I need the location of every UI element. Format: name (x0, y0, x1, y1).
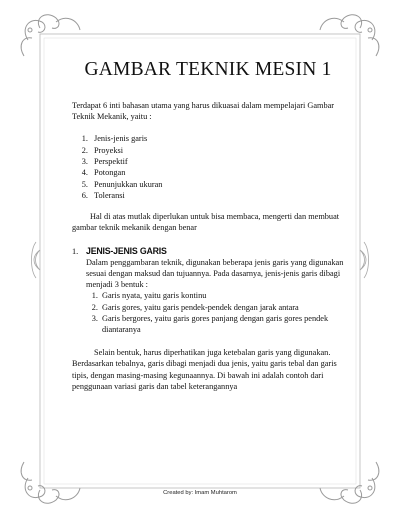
side-ornament-left (32, 242, 41, 278)
section-heading (72, 246, 344, 257)
corner-ornament-bottom-right (320, 462, 379, 503)
footer-credit: Created by: Imam Muhtarom (163, 490, 237, 496)
page-title: GAMBAR TEKNIK MESIN 1 (84, 59, 332, 80)
section-number: 1. (72, 246, 79, 256)
list-item: 1. Jenis-jenis garis (90, 133, 344, 144)
corner-ornament-top-right (320, 15, 379, 56)
list-item: 3. Garis bergores, yaitu garis gores panjang dengan garis gores pendek diantaranya (100, 313, 344, 335)
section-body (72, 257, 344, 335)
topics-list (72, 133, 344, 201)
corner-ornament-top-left (21, 15, 80, 56)
list-item: 3. Perspektif (90, 156, 344, 167)
note-paragraph: Hal di atas mutlak diperlukan untuk bisa membaca, mengerti dan membuat gambar teknik mekanik dengan benar (72, 212, 340, 233)
side-ornament-right (360, 242, 369, 278)
closing-paragraph: Selain bentuk, harus diperhatikan juga ketebalan garis yang digunakan. Berdasarkan tebalnya, garis dibagi menjadi dua jenis, yaitu garis tebal dan garis tipis, dengan masing-masing kegunaannya. Di bawah ini adalah contoh dari penggunaan variasi garis dan tabel keterangannya (72, 348, 337, 391)
intro-paragraph: Terdapat 6 inti bahasan utama yang harus dikuasai dalam mempelajari Gambar Teknik Mekanik, yaitu : (72, 101, 335, 122)
list-item: 2. Garis gores, yaitu garis pendek-pendek dengan jarak antara (100, 302, 344, 313)
line-types-list (86, 290, 344, 335)
section-title: JENIS-JENIS GARIS (86, 245, 167, 256)
list-item: 6. Toleransi (90, 190, 344, 201)
list-item: 4. Potongan (90, 167, 344, 178)
list-item: 2. Proyeksi (90, 145, 344, 156)
section-paragraph: Dalam penggambaran teknik, digunakan beberapa jenis garis yang digunakan sesuai dengan maksud dan tujuannya. Pada dasarnya, jenis-jenis garis dibagi menjadi 3 bentuk : (86, 257, 344, 290)
list-item: 5. Penunjukkan ukuran (90, 179, 344, 190)
corner-ornament-bottom-left (21, 462, 80, 503)
list-item: 1. Garis nyata, yaitu garis kontinu (100, 290, 344, 301)
document-content (72, 58, 344, 392)
